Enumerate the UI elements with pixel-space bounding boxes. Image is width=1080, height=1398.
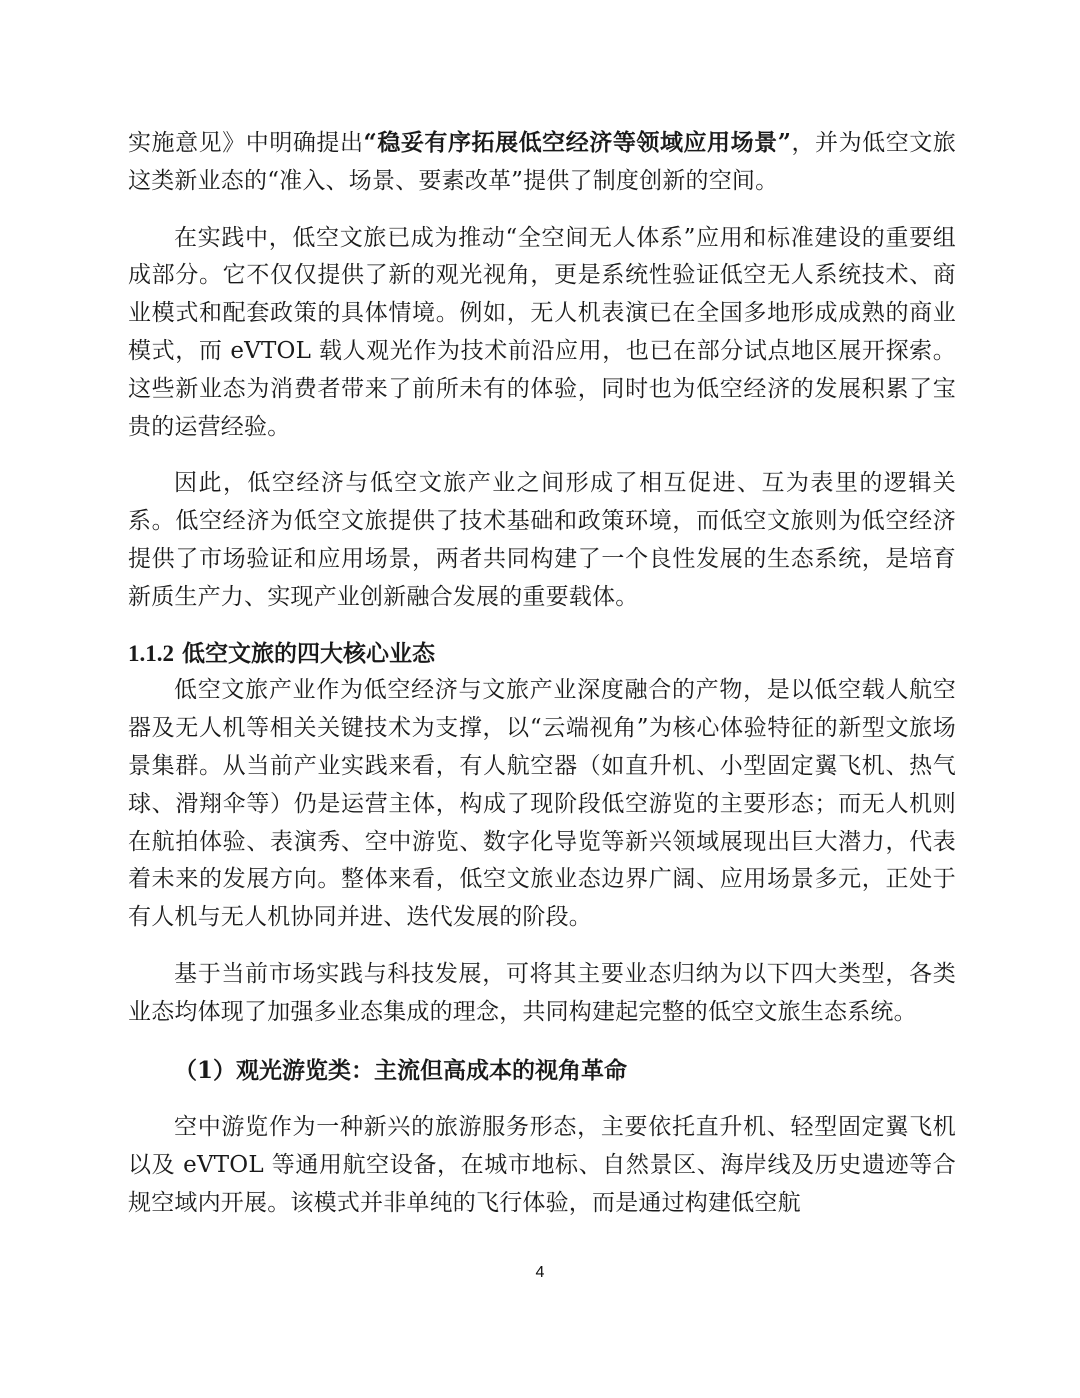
paragraph-relationship: 因此，低空经济与低空文旅产业之间形成了相互促进、互为表里的逻辑关系。低空经济为低空文旅提供了技术基础和政策环境，而低空文旅则为低空经济提供了市场验证和应用场景，两者共同构建了一个良性发展的生态系统，是培育新质生产力、实现产业创新融合发展的重要载体。 — [128, 470, 956, 610]
subsection-heading: （1）观光游览类：主流但高成本的视角革命 — [174, 1056, 628, 1084]
paragraph-text: 实施意见》中明确提出 — [128, 130, 364, 156]
paragraph-air-tour: 空中游览作为一种新兴的旅游服务形态，主要依托直升机、轻型固定翼飞机以及 eVTOL 等通用航空设备，在城市地标、自然景区、海岸线及历史遗迹等合规空域内开展。该模式并非单纯的飞行体验，而是通过构建低空航 — [128, 1114, 956, 1216]
section-title: 低空文旅的四大核心业态 — [174, 639, 436, 667]
paragraph-practice: 在实践中，低空文旅已成为推动“全空间无人体系”应用和标准建设的重要组成部分。它不仅仅提供了新的观光视角，更是系统性验证低空无人系统技术、商业模式和配套政策的具体情境。例如，无人机表演已在全国多地形成成熟的商业模式，而 eVTOL 载人观光作为技术前沿应用，也已在部分试点地区展开探索。这些新业态为消费者带来了前所未有的体验，同时也为低空经济的发展积累了宝贵的运营经验。 — [128, 224, 956, 440]
paragraph-text: ，并为低空文旅这类新业态的“准入、场景、要素改革”提供了制度创新的空间。 — [128, 130, 957, 194]
paragraph-four-types: 基于当前市场实践与科技发展，可将其主要业态归纳为以下四大类型，各类业态均体现了加强多业态集成的理念，共同构建起完整的低空文旅生态系统。 — [128, 960, 956, 1025]
paragraph-industry-definition: 低空文旅产业作为低空经济与文旅产业深度融合的产物，是以低空载人航空器及无人机等相关关键技术为支撑，以“云端视角”为核心体验特征的新型文旅场景集群。从当前产业实践来看，有人航空器（如直升机、小型固定翼飞机、热气球、滑翔伞等）仍是运营主体，构成了现阶段低空游览的主要形态；而无人机则在航拍体验、表演秀、空中游览、数字化导览等新兴领域展现出巨大潜力，代表着未来的发展方向。整体来看，低空文旅业态边界广阔、应用场景多元，正处于有人机与无人机协同并进、迭代发展的阶段。 — [128, 677, 956, 931]
page-body — [128, 124, 956, 1223]
section-heading — [128, 635, 956, 673]
section-number: 1.1.2 — [128, 640, 174, 666]
page-number: 4 — [535, 1264, 545, 1281]
bold-quote: “稳妥有序拓展低空经济等领域应用场景” — [363, 129, 792, 156]
paragraph-policy-opinion — [128, 124, 956, 201]
